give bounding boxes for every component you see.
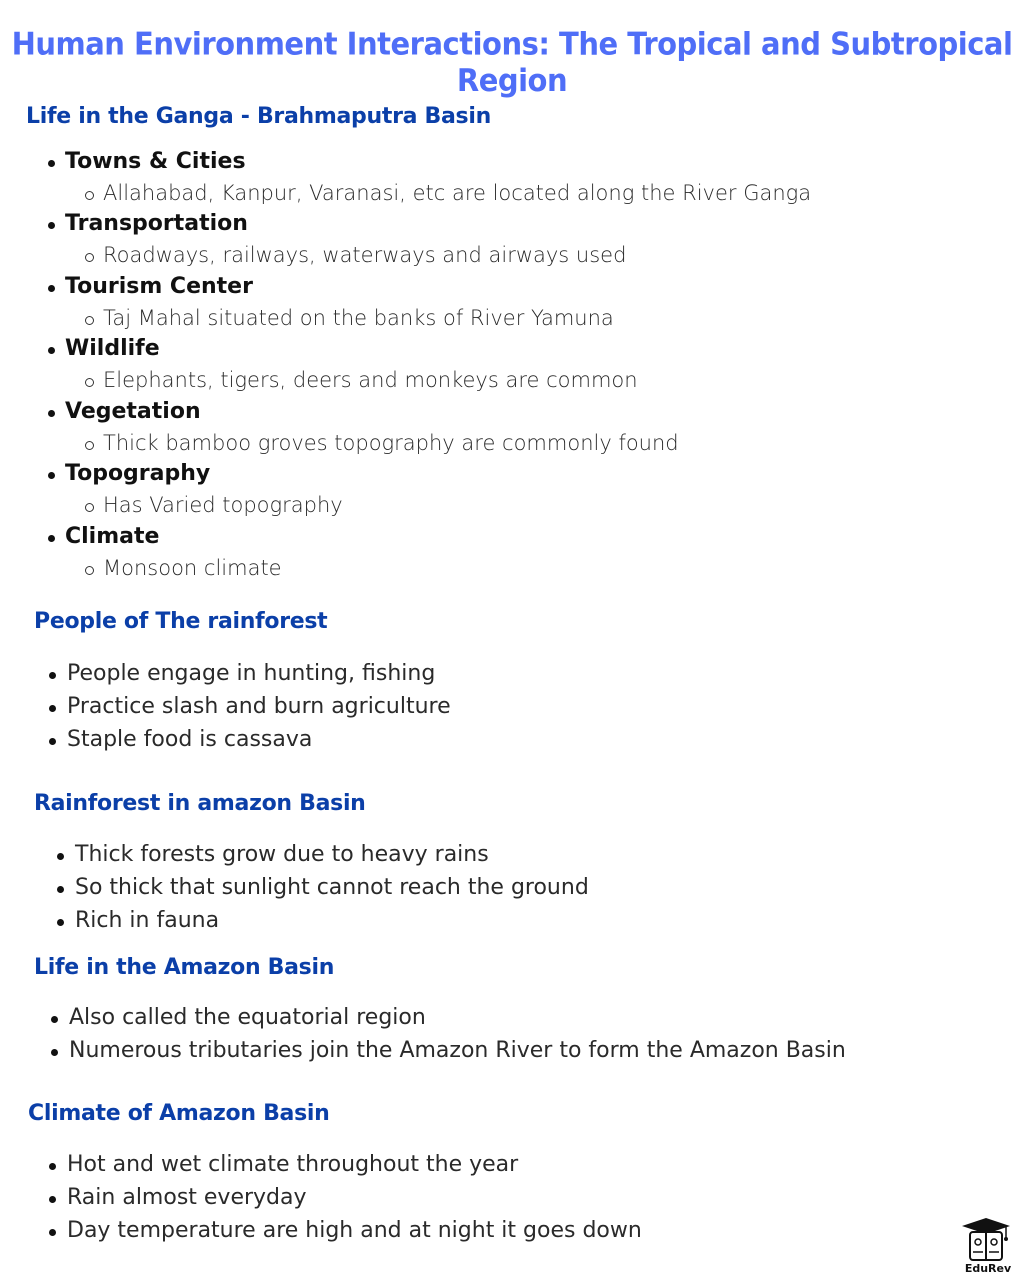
list-item: Practice slash and burn agriculture [67, 694, 451, 719]
logo-text: EduRev [964, 1262, 1012, 1275]
section-heading: Rainforest in amazon Basin [34, 791, 366, 816]
list-item-label: Tourism Center [65, 274, 253, 299]
list-item: Thick forests grow due to heavy rains [75, 842, 489, 867]
section-heading: Life in the Ganga - Brahmaputra Basin [26, 104, 491, 129]
list-item: Numerous tributaries join the Amazon River to form the Amazon Basin [69, 1038, 846, 1063]
list-item: So thick that sunlight cannot reach the ground [75, 875, 589, 900]
list-item-detail: Roadways, railways, waterways and airways used [103, 243, 627, 267]
list-item-label: Topography [65, 461, 211, 486]
list-item-detail: Thick bamboo groves topography are commonly found [103, 431, 679, 455]
list-item: Staple food is cassava [67, 727, 313, 752]
list-item: People engage in hunting, fishing [67, 661, 436, 686]
page-title: Human Environment Interactions: The Tropical and Subtropical Region [11, 25, 1013, 99]
list-item-label: Towns & Cities [65, 149, 246, 174]
list-item-detail: Allahabad, Kanpur, Varanasi, etc are located along the River Ganga [103, 181, 812, 205]
list-item-detail: Taj Mahal situated on the banks of River Yamuna [103, 306, 614, 330]
list-item: Rich in fauna [75, 908, 220, 933]
list-item-label: Vegetation [65, 399, 201, 424]
list-item-detail: Monsoon climate [103, 556, 282, 580]
section-heading: People of The rainforest [34, 609, 328, 634]
list-item-label: Climate [65, 524, 160, 549]
list-item: Hot and wet climate throughout the year [67, 1152, 519, 1177]
list-item-label: Wildlife [65, 336, 160, 361]
list-item-detail: Has Varied topography [103, 493, 343, 517]
section-heading: Life in the Amazon Basin [34, 955, 335, 980]
list-item: Rain almost everyday [67, 1185, 307, 1210]
list-item-label: Transportation [65, 211, 248, 236]
list-item-detail: Elephants, tigers, deers and monkeys are common [103, 368, 638, 392]
list-item: Also called the equatorial region [69, 1005, 426, 1030]
section-heading: Climate of Amazon Basin [28, 1101, 330, 1126]
list-item: Day temperature are high and at night it goes down [67, 1218, 642, 1243]
